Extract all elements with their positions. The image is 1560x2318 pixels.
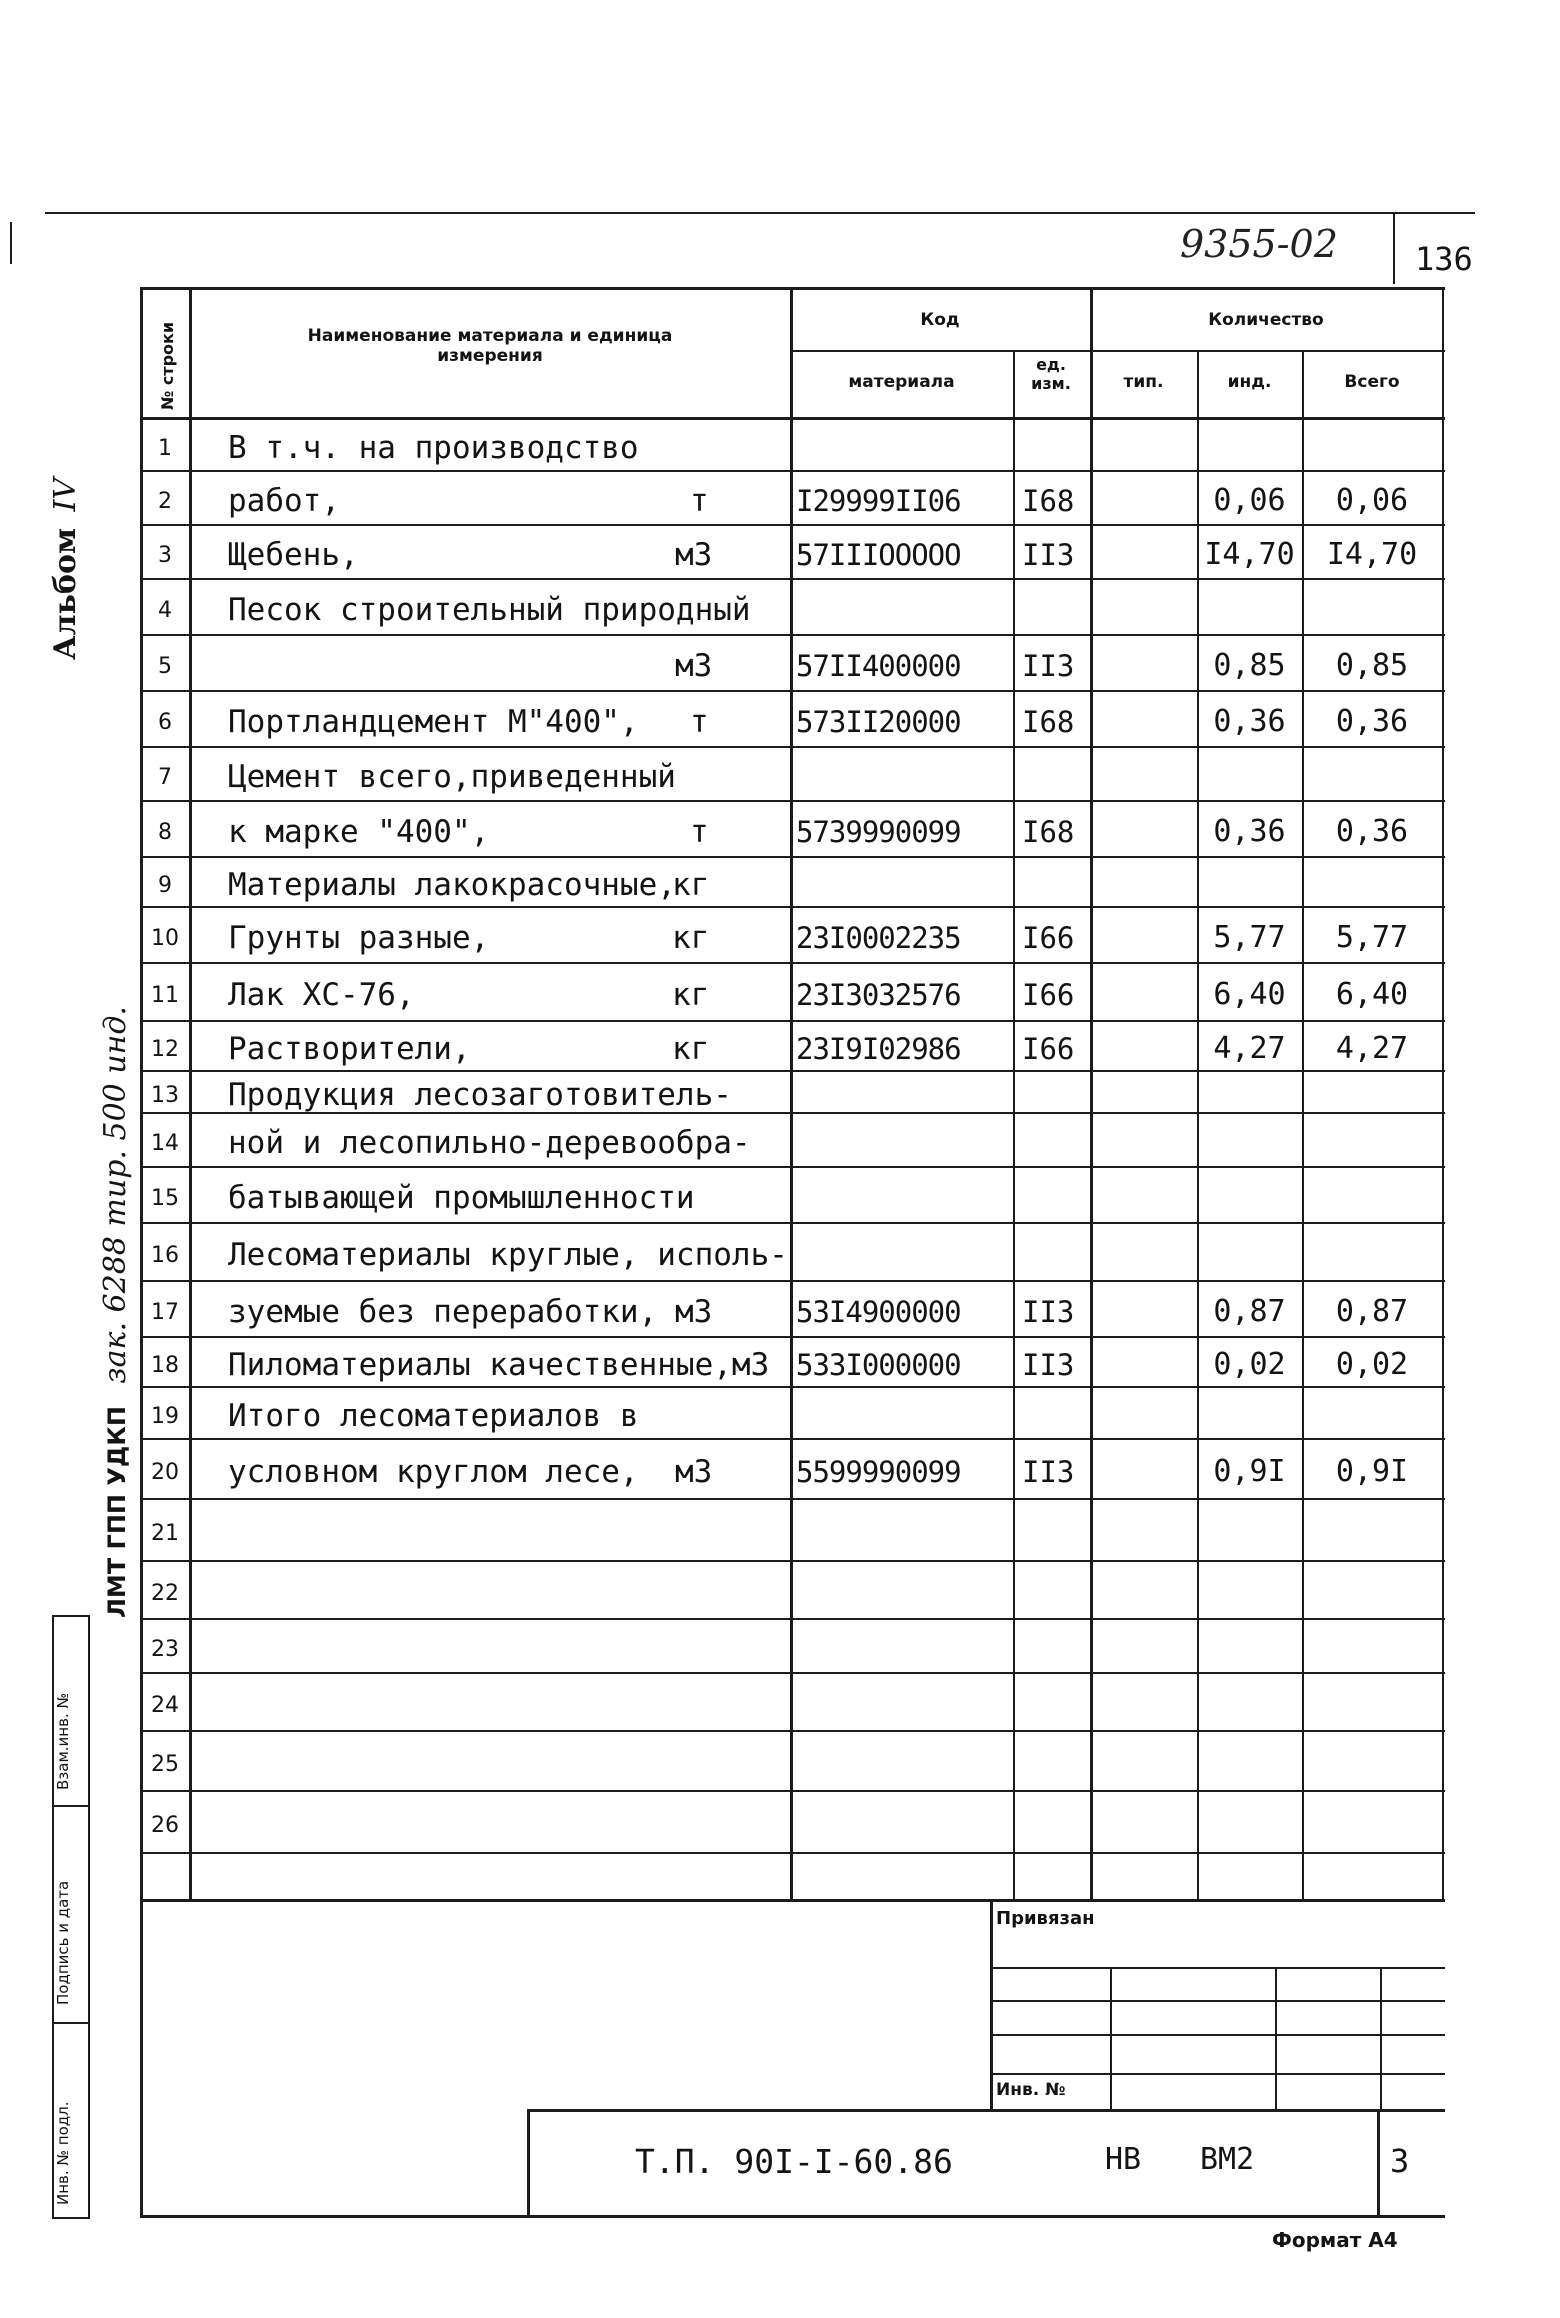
qty-total: 0,36 [1335,814,1409,849]
row-divider [140,1852,1445,1854]
material-code: 5739990099 [796,815,961,849]
qty-ind: 0,85 [1213,648,1286,683]
unit-of-measure: т [690,814,709,850]
qty-total: 0,06 [1335,483,1409,518]
material-name: зуемые без переработки, [228,1294,658,1330]
stamp-project-code: Т.П. 90I-I-60.86 [635,2142,953,2181]
material-code: 23I3032576 [796,978,961,1012]
unit-code: II3 [1022,538,1075,572]
row-divider [140,962,1445,964]
row-number: 25 [151,1752,179,1777]
unit-code: II3 [1022,1348,1075,1382]
unit-code: I66 [1022,1032,1075,1066]
row-number: 3 [158,543,172,568]
row-number: 18 [151,1353,179,1378]
unit-code: II3 [1022,1295,1075,1329]
material-name: Растворители, [228,1031,471,1067]
material-name: ной и лесопильно-деревообра- [228,1125,751,1161]
material-name: Материалы лакокрасочные, [228,867,676,903]
unit-of-measure: м3 [675,537,713,573]
unit-of-measure: м3 [675,1454,713,1490]
qty-ind: 0,36 [1213,814,1286,849]
row-divider [140,690,1445,692]
row-number: 12 [151,1037,179,1062]
row-divider [140,856,1445,858]
unit-code: II3 [1022,1455,1075,1489]
stamp-sheet-number: 3 [1390,2142,1410,2180]
row-divider [140,1222,1445,1224]
qty-ind: I4,70 [1204,537,1295,572]
row-number: 11 [151,983,179,1008]
material-name: Итого лесоматериалов в [228,1398,639,1434]
header-code-group: Код [920,310,960,330]
material-code: 5599990099 [796,1455,961,1489]
qty-ind: 6,40 [1213,977,1286,1012]
qty-total: 0,02 [1335,1347,1409,1382]
row-number: 24 [151,1693,179,1718]
document-number: 9355-02 [1180,222,1338,266]
row-number: 7 [158,765,172,790]
unit-code: I68 [1022,815,1075,849]
stamp-bound-label: Привязан [996,1908,1095,1929]
qty-ind: 4,27 [1213,1031,1286,1066]
material-name: работ, [228,483,340,519]
page-number: 136 [1415,240,1473,278]
row-number: 21 [151,1521,179,1546]
row-divider [140,634,1445,636]
row-number: 17 [151,1300,179,1325]
stamp-section: НВ [1105,2142,1142,2177]
material-name: Лесоматериалы круглые, исполь- [228,1237,788,1273]
material-name: Портландцемент М"400", [228,704,639,740]
row-divider [140,1672,1445,1674]
row-divider [140,1560,1445,1562]
header-qty-ind: инд. [1227,372,1272,392]
stamp-mark: ВМ2 [1200,2142,1255,2177]
unit-of-measure: кг [672,977,710,1013]
unit-of-measure: кг [672,1031,710,1067]
row-number: 23 [151,1637,179,1662]
row-divider [140,1790,1445,1792]
qty-ind: 0,9I [1213,1454,1286,1489]
qty-total: 4,27 [1335,1031,1409,1066]
row-number: 14 [151,1131,179,1156]
row-divider [140,800,1445,802]
unit-code: I68 [1022,484,1075,518]
row-divider [140,1280,1445,1282]
material-code: I29999II06 [796,484,961,518]
row-number: 20 [151,1460,179,1485]
row-divider [140,470,1445,472]
row-divider [140,1438,1445,1440]
album-label [48,478,83,660]
side-field-replace-inv: Взам.инв. № [54,1692,72,1790]
material-name: Продукция лесозаготовитель- [228,1077,732,1113]
left-margin-note [98,1006,133,1618]
header-row-number: № строки [158,321,177,410]
material-code: 533I000000 [796,1348,961,1382]
material-name: условном круглом лесе, [228,1454,639,1490]
material-code: 23I9I02986 [796,1032,961,1066]
format-label: Формат А4 [1272,2228,1398,2252]
row-number: 6 [158,710,172,735]
header-code-unit: ед. изм. [1031,355,1071,393]
material-code: 573II20000 [796,705,961,739]
unit-of-measure: т [690,483,709,519]
row-divider [140,1618,1445,1620]
row-divider [140,524,1445,526]
row-number: 15 [151,1186,179,1211]
inventory-note: зак. 6288 тир. 500 инд. [98,1006,133,1384]
row-divider [140,1498,1445,1500]
row-number: 10 [151,926,179,951]
material-name: Песок строительный природный [228,592,751,628]
unit-of-measure: кг [672,867,710,903]
unit-of-measure: м3 [675,1294,713,1330]
header-material-name: Наименование материала и единица измерения [307,326,673,366]
row-divider [140,1730,1445,1732]
material-name: Щебень, [228,537,359,573]
row-number: 19 [151,1404,179,1429]
row-number: 26 [151,1813,179,1838]
header-code-material: материала [848,372,955,392]
material-name: В т.ч. на производство [228,429,639,466]
unit-code: I66 [1022,978,1075,1012]
unit-of-measure: м3 [675,648,713,684]
row-number: 13 [151,1083,179,1108]
qty-ind: 0,87 [1213,1294,1286,1329]
unit-code: I68 [1022,705,1075,739]
header-qty-total: Всего [1344,372,1400,392]
qty-total: 6,40 [1335,977,1409,1012]
material-name: Цемент всего,приведенный [228,759,676,795]
unit-code: II3 [1022,649,1075,683]
unit-of-measure: кг [672,920,710,956]
material-code: 57IIIOOOOO [796,538,961,572]
qty-ind: 0,36 [1213,704,1286,739]
side-field-inv-original: Инв. № подл. [54,2101,72,2205]
row-divider [140,1020,1445,1022]
qty-total: 0,85 [1335,648,1409,683]
qty-total: 0,9I [1335,1454,1409,1489]
material-name: Грунты разные, [228,920,490,956]
material-name: батывающей промышленности [228,1180,695,1216]
row-number: 9 [158,873,172,898]
row-number: 1 [158,435,172,461]
row-divider [140,1336,1445,1338]
qty-ind: 0,06 [1213,483,1286,518]
row-divider [140,578,1445,580]
material-code: 57II400000 [796,649,961,683]
print-shop-note: ЛМТ ГПП УДКП [103,1406,131,1618]
row-number: 16 [151,1243,179,1268]
material-name: к марке "400", [228,814,490,850]
row-divider [140,1386,1445,1388]
row-number: 4 [158,598,172,623]
qty-ind: 0,02 [1213,1347,1286,1382]
qty-total: 0,36 [1335,704,1409,739]
row-divider [140,906,1445,908]
album-number: IV [48,478,83,512]
row-divider [140,1070,1445,1072]
header-qty-group: Количество [1208,310,1324,330]
material-name: Пиломатериалы качественные,м3 [228,1347,770,1383]
row-number: 2 [158,489,172,514]
row-divider [140,1166,1445,1168]
side-field-signature-date: Подпись и дата [54,1880,72,2005]
row-number: 5 [158,654,172,679]
material-name: Лак ХС-76, [228,977,415,1013]
album-label-text: Альбом [48,527,83,660]
qty-total: 0,87 [1335,1294,1409,1329]
qty-total: I4,70 [1326,537,1418,572]
material-code: 53I4900000 [796,1295,961,1329]
unit-code: I66 [1022,921,1075,955]
material-code: 23I0002235 [796,921,961,955]
qty-total: 5,77 [1335,920,1409,955]
unit-of-measure: т [690,704,709,740]
row-number: 22 [151,1581,179,1606]
stamp-inv-label: Инв. № [996,2080,1066,2100]
header-qty-typ: тип. [1123,372,1164,392]
row-divider [140,746,1445,748]
qty-ind: 5,77 [1213,920,1286,955]
row-number: 8 [158,820,172,845]
